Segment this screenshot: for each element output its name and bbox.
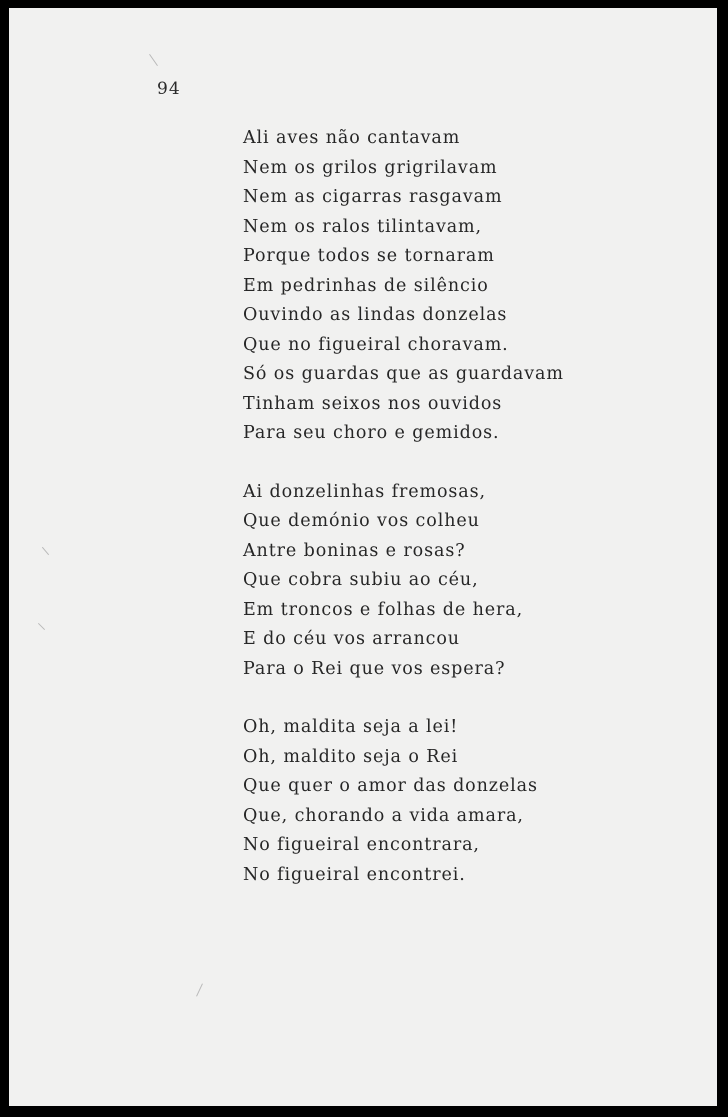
paper-speck (149, 54, 158, 66)
poem-line: Para o Rei que vos espera? (243, 658, 506, 679)
stanza-3 (243, 713, 564, 890)
poem-line: Que cobra subiu ao céu, (243, 570, 479, 590)
paper-speck (38, 623, 45, 630)
poem-line: Nem as cigarras rasgavam (243, 187, 503, 207)
paper-speck (196, 983, 203, 996)
poem-line: Tinham seixos nos ouvidos (243, 393, 503, 414)
poem-line: No figueiral encontrara, (243, 835, 480, 855)
poem-line: Que demónio vos colheu (243, 511, 480, 531)
poem-line: Em pedrinhas de silêncio (243, 275, 489, 296)
poem-line: Oh, maldita seja a lei! (243, 717, 459, 737)
poem-line: Ouvindo as lindas donzelas (243, 305, 508, 325)
stanza-1 (243, 124, 564, 449)
poem-line: Ali aves não cantavam (243, 128, 461, 148)
poem-line: Que quer o amor das donzelas (243, 776, 538, 796)
poem-line: Só os guardas que as guardavam (243, 364, 564, 384)
poem-line: Ai donzelinhas fremosas, (243, 481, 486, 502)
poem-line: Que no figueiral choravam. (243, 334, 509, 355)
poem-line: Em troncos e folhas de hera, (243, 599, 524, 620)
poem-line: Antre boninas e rosas? (243, 540, 466, 561)
poem-line: No figueiral encontrei. (243, 864, 466, 885)
book-page (9, 8, 717, 1106)
poem-line: Que, chorando a vida amara, (243, 805, 524, 826)
poem-line: Nem os grilos grigrilavam (243, 157, 498, 178)
page-number: 94 (157, 79, 181, 99)
stanza-2 (243, 478, 564, 685)
poem-line: Porque todos se tornaram (243, 246, 495, 266)
paper-speck (42, 547, 49, 555)
poem-line: Oh, maldito seja o Rei (243, 746, 459, 767)
poem (243, 124, 564, 890)
poem-line: Nem os ralos tilintavam, (243, 216, 483, 237)
poem-line: Para seu choro e gemidos. (243, 423, 500, 443)
poem-line: E do céu vos arrancou (243, 629, 460, 649)
